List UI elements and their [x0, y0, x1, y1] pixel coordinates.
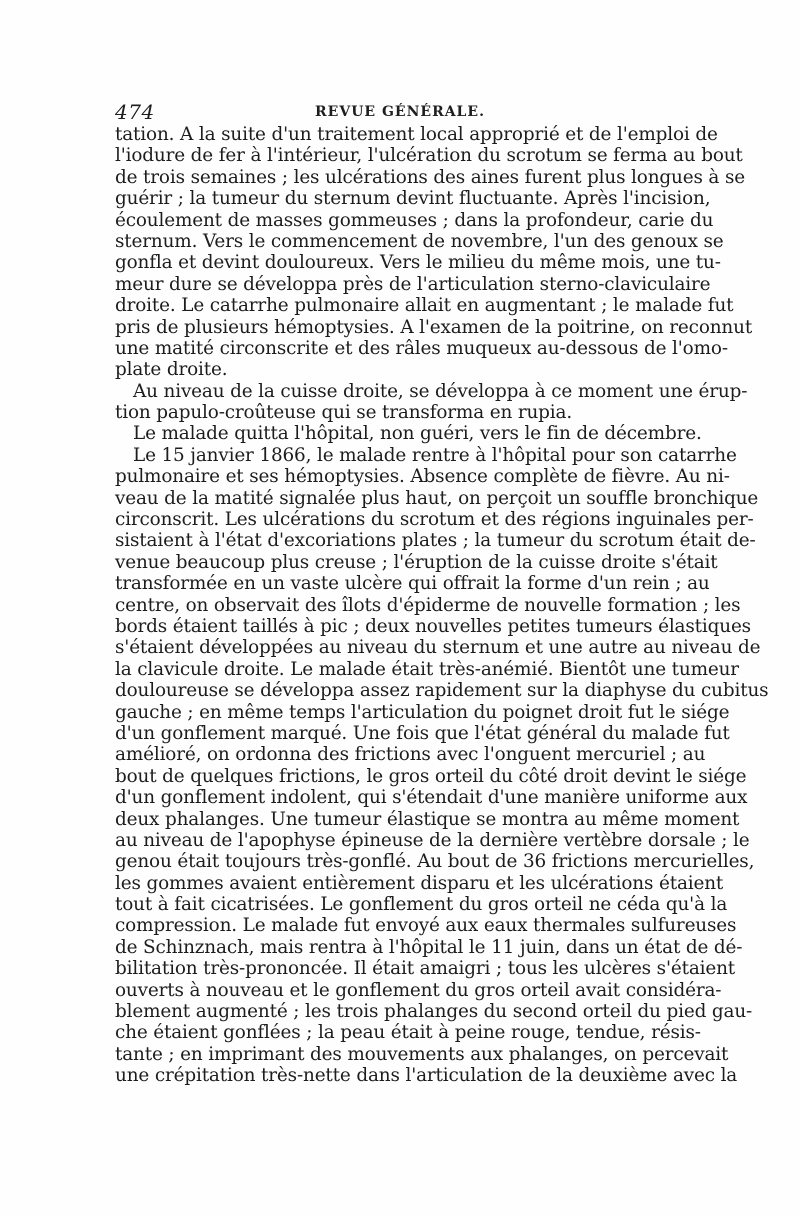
text-line: de trois semaines ; les ulcérations des aines furent plus longues à se [115, 166, 745, 188]
text-line: une crépitation très-nette dans l'articulation de la deuxième avec la [115, 1065, 738, 1087]
text-line: douloureuse se développa assez rapidement sur la diaphyse du cubitus [115, 680, 769, 702]
text-line: bilitation très-prononcée. Il était amaigri ; tous les ulcères s'étaient [115, 958, 736, 980]
text-line: pulmonaire et ses hémoptysies. Absence complète de fièvre. Au ni- [115, 466, 730, 488]
text-line: centre, on observait des îlots d'épiderme de nouvelle formation ; les [115, 594, 741, 616]
text-line: Au niveau de la cuisse droite, se développa à ce moment une érup- [133, 380, 748, 402]
text-line: genou était toujours très-gonflé. Au bout de 36 frictions mercurielles, [115, 851, 755, 873]
text-line: deux phalanges. Une tumeur élastique se montra au même moment [115, 808, 740, 830]
text-line: tout à fait cicatrisées. Le gonflement du gros orteil ne céda qu'à la [115, 894, 728, 916]
text-line: pris de plusieurs hémoptysies. A l'examen de la poitrine, on reconnut [115, 316, 753, 338]
text-line: tion papulo-croûteuse qui se transforma en rupia. [115, 402, 573, 424]
text-line: d'un gonflement indolent, qui s'étendait d'une manière uniforme aux [115, 787, 748, 809]
text-line: sternum. Vers le commencement de novembre, l'un des genoux se [115, 230, 724, 252]
text-line: gonfla et devint douloureux. Vers le milieu du même mois, une tu- [115, 252, 721, 274]
text-line: d'un gonflement marqué. Une fois que l'état général du malade fut [115, 722, 730, 744]
text-line: guérir ; la tumeur du sternum devint fluctuante. Après l'incision, [115, 188, 711, 210]
text-line: gauche ; en même temps l'articulation du poignet droit fut le siége [115, 701, 730, 723]
text-line: s'étaient développées au niveau du sternum et une autre au niveau de [115, 637, 761, 659]
text-line: Le malade quitta l'hôpital, non guéri, vers le fin de décembre. [133, 423, 702, 445]
text-line: une matité circonscrite et des râles muqueux au-dessous de l'omo- [115, 337, 728, 359]
text-line: les gommes avaient entièrement disparu et les ulcérations étaient [115, 872, 724, 894]
running-title: REVUE GÉNÉRALE. [315, 104, 485, 120]
body-text [115, 124, 769, 1087]
text-line: la clavicule droite. Le malade était très-anémié. Bientôt une tumeur [115, 658, 739, 680]
text-line: tante ; en imprimant des mouvements aux phalanges, on percevait [115, 1043, 729, 1065]
text-line: ouverts à nouveau et le gonflement du gros orteil avait considéra- [115, 979, 722, 1001]
text-line: au niveau de l'apophyse épineuse de la dernière vertèbre dorsale ; le [115, 829, 750, 851]
text-line: l'iodure de fer à l'intérieur, l'ulcération du scrotum se ferma au bout [115, 145, 743, 167]
text-line: blement augmenté ; les trois phalanges du second orteil du pied gau- [115, 1001, 753, 1023]
text-line: compression. Le malade fut envoyé aux eaux thermales sulfureuses [115, 915, 737, 937]
text-line: transformée en un vaste ulcère qui offrait la forme d'un rein ; au [115, 573, 710, 595]
text-line: veau de la matité signalée plus haut, on perçoit un souffle bronchique [115, 487, 759, 509]
text-line: che étaient gonflées ; la peau était à peine rouge, tendue, résis- [115, 1022, 701, 1044]
text-line: bout de quelques frictions, le gros orteil du côté droit devint le siége [115, 765, 747, 787]
text-line: venue beaucoup plus creuse ; l'éruption de la cuisse droite s'était [115, 551, 718, 573]
text-line: de Schinznach, mais rentra à l'hôpital le 11 juin, dans un état de dé- [115, 936, 743, 958]
page-number: 474 [115, 100, 155, 124]
text-line: amélioré, on ordonna des frictions avec l'onguent mercuriel ; au [115, 744, 706, 766]
text-line: droite. Le catarrhe pulmonaire allait en augmentant ; le malade fut [115, 295, 734, 317]
text-line: Le 15 janvier 1866, le malade rentre à l'hôpital pour son catarrhe [133, 444, 737, 466]
text-line: plate droite. [115, 359, 228, 381]
text-line: meur dure se développa près de l'articulation sterno-claviculaire [115, 273, 711, 295]
text-line: circonscrit. Les ulcérations du scrotum et des régions inguinales per- [115, 509, 754, 531]
text-line: bords étaient taillés à pic ; deux nouvelles petites tumeurs élastiques [115, 615, 751, 637]
text-line: écoulement de masses gommeuses ; dans la profondeur, carie du [115, 209, 714, 231]
text-line: tation. A la suite d'un traitement local approprié et de l'emploi de [115, 124, 718, 145]
text-line: sistaient à l'état d'excoriations plates ; la tumeur du scrotum était de- [115, 530, 756, 552]
